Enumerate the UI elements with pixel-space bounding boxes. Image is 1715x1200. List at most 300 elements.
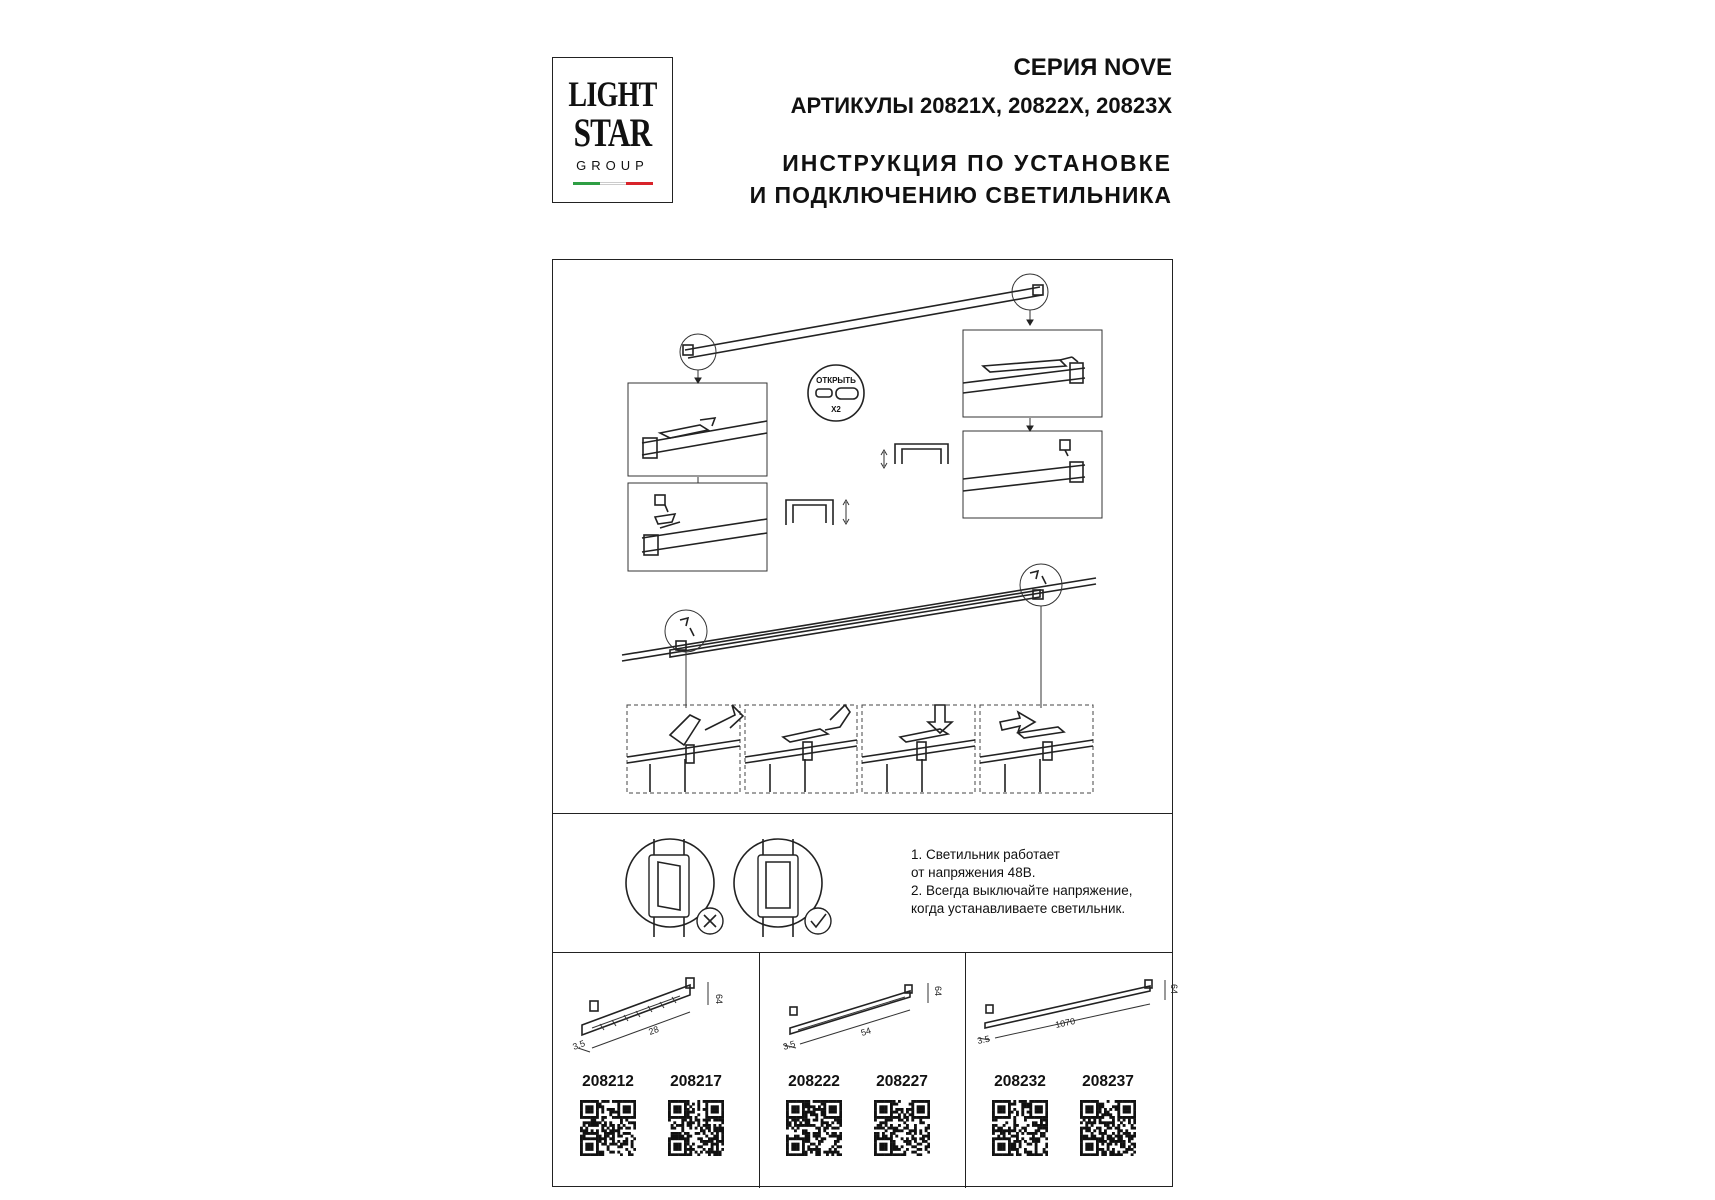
qr-code[interactable] bbox=[874, 1100, 930, 1156]
qr-module bbox=[890, 1105, 893, 1108]
qr-module bbox=[1133, 1135, 1136, 1138]
qr-module bbox=[893, 1103, 896, 1106]
qr-module bbox=[1019, 1143, 1022, 1146]
qr-module bbox=[687, 1113, 690, 1116]
qr-module bbox=[927, 1143, 930, 1146]
qr-module bbox=[601, 1119, 604, 1122]
qr-module bbox=[1045, 1151, 1048, 1154]
qr-module bbox=[713, 1151, 716, 1154]
qr-module bbox=[687, 1103, 690, 1106]
qr-module bbox=[1112, 1151, 1115, 1154]
qr-module bbox=[580, 1100, 583, 1103]
qr-module bbox=[689, 1151, 692, 1154]
qr-module bbox=[1080, 1105, 1083, 1108]
qr-module bbox=[684, 1148, 687, 1151]
qr-module bbox=[713, 1105, 716, 1108]
qr-module bbox=[580, 1103, 583, 1106]
clip-step-1 bbox=[627, 705, 743, 793]
qr-module bbox=[599, 1135, 602, 1138]
qr-module bbox=[890, 1113, 893, 1116]
qr-module bbox=[703, 1124, 706, 1127]
qr-module bbox=[1080, 1145, 1083, 1148]
qr-module bbox=[1099, 1108, 1102, 1111]
qr-module bbox=[1080, 1148, 1083, 1151]
qr-module bbox=[673, 1100, 676, 1103]
qr-module bbox=[591, 1108, 594, 1111]
qr-module bbox=[807, 1119, 810, 1122]
qr-module bbox=[813, 1113, 816, 1116]
qr-module bbox=[874, 1148, 877, 1151]
qr-module bbox=[799, 1153, 802, 1156]
qr-module bbox=[813, 1119, 816, 1122]
qr-module bbox=[1013, 1108, 1016, 1111]
qr-module bbox=[625, 1140, 628, 1143]
qr-module bbox=[922, 1100, 925, 1103]
qr-module bbox=[596, 1105, 599, 1108]
qr-module bbox=[580, 1127, 583, 1130]
qr-module bbox=[716, 1105, 719, 1108]
qr-module bbox=[1008, 1132, 1011, 1135]
qr-module bbox=[1021, 1108, 1024, 1111]
qr-module bbox=[839, 1137, 842, 1140]
qr-module bbox=[794, 1143, 797, 1146]
qr-module bbox=[997, 1143, 1000, 1146]
qr-module bbox=[821, 1140, 824, 1143]
qr-module bbox=[1109, 1153, 1112, 1156]
qr-module bbox=[1131, 1137, 1134, 1140]
qr-module bbox=[689, 1124, 692, 1127]
qr-module bbox=[1123, 1108, 1126, 1111]
qr-module bbox=[1096, 1113, 1099, 1116]
qr-module bbox=[705, 1140, 708, 1143]
qr-module bbox=[721, 1119, 724, 1122]
qr-module bbox=[1008, 1116, 1011, 1119]
qr-module bbox=[1088, 1105, 1091, 1108]
qr-module bbox=[895, 1153, 898, 1156]
qr-module bbox=[802, 1137, 805, 1140]
qr-module bbox=[1096, 1143, 1099, 1146]
qr-module bbox=[789, 1116, 792, 1119]
qr-module bbox=[601, 1111, 604, 1114]
qr-module bbox=[1040, 1121, 1043, 1124]
qr-module bbox=[829, 1151, 832, 1154]
qr-module bbox=[906, 1108, 909, 1111]
qr-code[interactable] bbox=[668, 1100, 724, 1156]
qr-code[interactable] bbox=[580, 1100, 636, 1156]
qr-module bbox=[591, 1129, 594, 1132]
article-code: 208237 bbox=[1082, 1073, 1134, 1090]
qr-module bbox=[1123, 1105, 1126, 1108]
qr-module bbox=[1112, 1140, 1115, 1143]
qr-module bbox=[890, 1151, 893, 1154]
qr-module bbox=[879, 1145, 882, 1148]
qr-module bbox=[911, 1119, 914, 1122]
qr-module bbox=[1013, 1116, 1016, 1119]
qr-module bbox=[823, 1127, 826, 1130]
qr-module bbox=[1101, 1137, 1104, 1140]
qr-module bbox=[633, 1111, 636, 1114]
qr-module bbox=[837, 1121, 840, 1124]
qr-module bbox=[719, 1129, 722, 1132]
qr-module bbox=[821, 1119, 824, 1122]
qr-module bbox=[601, 1129, 604, 1132]
qr-module bbox=[826, 1153, 829, 1156]
qr-module bbox=[612, 1151, 615, 1154]
qr-module bbox=[711, 1148, 714, 1151]
qr-module bbox=[1045, 1111, 1048, 1114]
qr-module bbox=[1085, 1100, 1088, 1103]
qr-module bbox=[927, 1116, 930, 1119]
qr-module bbox=[807, 1140, 810, 1143]
qr-module bbox=[1080, 1143, 1083, 1146]
qr-module bbox=[927, 1137, 930, 1140]
qr-module bbox=[631, 1153, 634, 1156]
qr-module bbox=[927, 1103, 930, 1106]
qr-module bbox=[596, 1143, 599, 1146]
qr-module bbox=[716, 1108, 719, 1111]
qr-module bbox=[1096, 1151, 1099, 1154]
qr-module bbox=[917, 1100, 920, 1103]
qr-module bbox=[679, 1108, 682, 1111]
qr-module bbox=[794, 1108, 797, 1111]
qr-module bbox=[1091, 1148, 1094, 1151]
qr-module bbox=[671, 1135, 674, 1138]
qr-module bbox=[1120, 1140, 1123, 1143]
qr-module bbox=[1117, 1124, 1120, 1127]
qr-module bbox=[609, 1121, 612, 1124]
qr-module bbox=[1021, 1103, 1024, 1106]
qr-module bbox=[1115, 1153, 1118, 1156]
qr-module bbox=[1104, 1121, 1107, 1124]
qr-module bbox=[914, 1140, 917, 1143]
qr-module bbox=[673, 1111, 676, 1114]
qr-module bbox=[791, 1111, 794, 1114]
qr-module bbox=[839, 1124, 842, 1127]
qr-module bbox=[1115, 1127, 1118, 1130]
qr-module bbox=[906, 1143, 909, 1146]
qr-module bbox=[719, 1119, 722, 1122]
qr-module bbox=[1088, 1137, 1091, 1140]
qr-module bbox=[997, 1105, 1000, 1108]
qr-module bbox=[1112, 1124, 1115, 1127]
qr-module bbox=[588, 1145, 591, 1148]
qr-module bbox=[1035, 1105, 1038, 1108]
qr-code[interactable] bbox=[786, 1100, 842, 1156]
qr-module bbox=[810, 1148, 813, 1151]
qr-module bbox=[585, 1127, 588, 1130]
clip-step-4 bbox=[980, 705, 1093, 793]
qr-module bbox=[604, 1124, 607, 1127]
article-code: 208232 bbox=[994, 1073, 1046, 1090]
qr-module bbox=[673, 1137, 676, 1140]
qr-module bbox=[1083, 1153, 1086, 1156]
qr-module bbox=[612, 1135, 615, 1138]
qr-module bbox=[1043, 1124, 1046, 1127]
qr-module bbox=[1008, 1143, 1011, 1146]
qr-module bbox=[834, 1135, 837, 1138]
qr-module bbox=[901, 1119, 904, 1122]
qr-module bbox=[802, 1119, 805, 1122]
qr-module bbox=[1013, 1103, 1016, 1106]
qr-module bbox=[591, 1143, 594, 1146]
qr-module bbox=[1037, 1111, 1040, 1114]
qr-module bbox=[829, 1116, 832, 1119]
qr-module bbox=[692, 1103, 695, 1106]
qr-module bbox=[823, 1103, 826, 1106]
qr-module bbox=[697, 1124, 700, 1127]
qr-module bbox=[1128, 1121, 1131, 1124]
qr-module bbox=[1104, 1108, 1107, 1111]
qr-module bbox=[879, 1143, 882, 1146]
qr-module bbox=[1035, 1100, 1038, 1103]
qr-module bbox=[799, 1137, 802, 1140]
qr-code[interactable] bbox=[992, 1100, 1048, 1156]
qr-module bbox=[1109, 1113, 1112, 1116]
qr-module bbox=[911, 1129, 914, 1132]
qr-module bbox=[1000, 1108, 1003, 1111]
qr-module bbox=[1016, 1148, 1019, 1151]
qr-module bbox=[1093, 1153, 1096, 1156]
qr-module bbox=[1003, 1124, 1006, 1127]
qr-module bbox=[716, 1153, 719, 1156]
qr-module bbox=[882, 1105, 885, 1108]
qr-module bbox=[697, 1145, 700, 1148]
qr-module bbox=[821, 1108, 824, 1111]
qr-module bbox=[601, 1137, 604, 1140]
qr-module bbox=[837, 1119, 840, 1122]
qr-module bbox=[1035, 1140, 1038, 1143]
qr-module bbox=[1032, 1116, 1035, 1119]
qr-module bbox=[1085, 1137, 1088, 1140]
qr-module bbox=[874, 1103, 877, 1106]
qr-module bbox=[673, 1105, 676, 1108]
qr-module bbox=[874, 1119, 877, 1122]
qr-module bbox=[713, 1100, 716, 1103]
qr-module bbox=[1099, 1116, 1102, 1119]
qr-code[interactable] bbox=[1080, 1100, 1136, 1156]
qr-module bbox=[911, 1137, 914, 1140]
qr-module bbox=[791, 1148, 794, 1151]
qr-module bbox=[791, 1119, 794, 1122]
qr-module bbox=[874, 1143, 877, 1146]
qr-module bbox=[705, 1108, 708, 1111]
qr-module bbox=[887, 1137, 890, 1140]
qr-module bbox=[713, 1143, 716, 1146]
qr-module bbox=[1016, 1153, 1019, 1156]
qr-module bbox=[612, 1132, 615, 1135]
qr-module bbox=[697, 1132, 700, 1135]
qr-module bbox=[583, 1121, 586, 1124]
qr-module bbox=[711, 1105, 714, 1108]
qr-module bbox=[1125, 1151, 1128, 1154]
qr-module bbox=[713, 1124, 716, 1127]
qr-module bbox=[689, 1127, 692, 1130]
qr-module bbox=[898, 1113, 901, 1116]
qr-module bbox=[895, 1127, 898, 1130]
qr-module bbox=[719, 1151, 722, 1154]
qr-module bbox=[609, 1132, 612, 1135]
qr-module bbox=[1128, 1119, 1131, 1122]
qr-module bbox=[1011, 1145, 1014, 1148]
qr-module bbox=[882, 1145, 885, 1148]
qr-module bbox=[802, 1140, 805, 1143]
qr-module bbox=[1125, 1129, 1128, 1132]
qr-module bbox=[874, 1140, 877, 1143]
qr-module bbox=[1040, 1111, 1043, 1114]
qr-module bbox=[815, 1148, 818, 1151]
qr-module bbox=[1101, 1116, 1104, 1119]
qr-module bbox=[917, 1111, 920, 1114]
qr-module bbox=[927, 1105, 930, 1108]
qr-module bbox=[684, 1105, 687, 1108]
qr-module bbox=[893, 1127, 896, 1130]
qr-module bbox=[689, 1105, 692, 1108]
qr-module bbox=[805, 1103, 808, 1106]
qr-module bbox=[689, 1116, 692, 1119]
qr-module bbox=[927, 1135, 930, 1138]
qr-module bbox=[887, 1153, 890, 1156]
qr-module bbox=[668, 1137, 671, 1140]
qr-module bbox=[580, 1143, 583, 1146]
qr-module bbox=[1117, 1132, 1120, 1135]
qr-module bbox=[909, 1140, 912, 1143]
qr-module bbox=[1125, 1135, 1128, 1138]
qr-module bbox=[1131, 1135, 1134, 1138]
qr-module bbox=[620, 1143, 623, 1146]
qr-module bbox=[802, 1132, 805, 1135]
qr-module bbox=[676, 1132, 679, 1135]
qr-module bbox=[1088, 1129, 1091, 1132]
qr-module bbox=[1109, 1151, 1112, 1154]
qr-module bbox=[1120, 1129, 1123, 1132]
qr-module bbox=[786, 1111, 789, 1114]
qr-module bbox=[625, 1100, 628, 1103]
qr-module bbox=[1104, 1153, 1107, 1156]
qr-module bbox=[580, 1140, 583, 1143]
qr-module bbox=[716, 1119, 719, 1122]
qr-module bbox=[992, 1124, 995, 1127]
qr-module bbox=[885, 1143, 888, 1146]
qr-module bbox=[1125, 1148, 1128, 1151]
qr-module bbox=[1003, 1111, 1006, 1114]
qr-module bbox=[1107, 1113, 1110, 1116]
qr-module bbox=[684, 1103, 687, 1106]
qr-module bbox=[1101, 1151, 1104, 1154]
qr-module bbox=[1045, 1145, 1048, 1148]
variant-3-length: 1070 bbox=[1054, 1016, 1077, 1030]
qr-module bbox=[1032, 1121, 1035, 1124]
qr-module bbox=[1131, 1124, 1134, 1127]
qr-module bbox=[815, 1127, 818, 1130]
qr-module bbox=[823, 1111, 826, 1114]
qr-module bbox=[911, 1113, 914, 1116]
qr-module bbox=[995, 1137, 998, 1140]
qr-module bbox=[681, 1119, 684, 1122]
qr-module bbox=[797, 1148, 800, 1151]
qr-module bbox=[1083, 1135, 1086, 1138]
qr-module bbox=[623, 1111, 626, 1114]
qr-module bbox=[713, 1135, 716, 1138]
qr-module bbox=[1104, 1113, 1107, 1116]
qr-module bbox=[874, 1151, 877, 1154]
qr-module bbox=[687, 1137, 690, 1140]
qr-module bbox=[799, 1116, 802, 1119]
qr-module bbox=[625, 1137, 628, 1140]
qr-module bbox=[995, 1116, 998, 1119]
qr-module bbox=[716, 1135, 719, 1138]
qr-module bbox=[684, 1151, 687, 1154]
qr-module bbox=[585, 1111, 588, 1114]
qr-module bbox=[687, 1132, 690, 1135]
qr-module bbox=[786, 1127, 789, 1130]
qr-module bbox=[917, 1116, 920, 1119]
qr-module bbox=[681, 1153, 684, 1156]
qr-module bbox=[692, 1111, 695, 1114]
qr-module bbox=[673, 1127, 676, 1130]
qr-module bbox=[692, 1108, 695, 1111]
qr-module bbox=[676, 1153, 679, 1156]
qr-module bbox=[1117, 1137, 1120, 1140]
qr-module bbox=[1104, 1124, 1107, 1127]
qr-module bbox=[1021, 1127, 1024, 1130]
qr-module bbox=[834, 1116, 837, 1119]
qr-module bbox=[834, 1108, 837, 1111]
qr-module bbox=[713, 1108, 716, 1111]
qr-module bbox=[708, 1124, 711, 1127]
qr-module bbox=[1133, 1111, 1136, 1114]
qr-module bbox=[837, 1151, 840, 1154]
qr-module bbox=[617, 1111, 620, 1114]
qr-module bbox=[593, 1116, 596, 1119]
qr-module bbox=[1045, 1105, 1048, 1108]
qr-module bbox=[633, 1113, 636, 1116]
qr-module bbox=[823, 1108, 826, 1111]
qr-module bbox=[711, 1151, 714, 1154]
qr-module bbox=[719, 1140, 722, 1143]
qr-module bbox=[1000, 1132, 1003, 1135]
qr-module bbox=[837, 1145, 840, 1148]
qr-module bbox=[633, 1105, 636, 1108]
qr-module bbox=[1109, 1135, 1112, 1138]
qr-module bbox=[721, 1140, 724, 1143]
qr-module bbox=[882, 1143, 885, 1146]
qr-module bbox=[874, 1137, 877, 1140]
qr-module bbox=[1085, 1105, 1088, 1108]
qr-module bbox=[1128, 1108, 1131, 1111]
qr-module bbox=[628, 1153, 631, 1156]
qr-module bbox=[815, 1113, 818, 1116]
qr-module bbox=[890, 1132, 893, 1135]
qr-module bbox=[1040, 1105, 1043, 1108]
qr-module bbox=[1000, 1129, 1003, 1132]
qr-module bbox=[697, 1121, 700, 1124]
qr-module bbox=[805, 1124, 808, 1127]
qr-module bbox=[815, 1145, 818, 1148]
qr-module bbox=[879, 1153, 882, 1156]
qr-module bbox=[599, 1151, 602, 1154]
qr-module bbox=[1120, 1100, 1123, 1103]
qr-module bbox=[1088, 1148, 1091, 1151]
qr-module bbox=[580, 1129, 583, 1132]
qr-module bbox=[922, 1140, 925, 1143]
qr-module bbox=[716, 1132, 719, 1135]
qr-module bbox=[1133, 1113, 1136, 1116]
qr-module bbox=[789, 1124, 792, 1127]
qr-module bbox=[1099, 1111, 1102, 1114]
qr-module bbox=[879, 1111, 882, 1114]
qr-module bbox=[925, 1148, 928, 1151]
qr-module bbox=[805, 1135, 808, 1138]
